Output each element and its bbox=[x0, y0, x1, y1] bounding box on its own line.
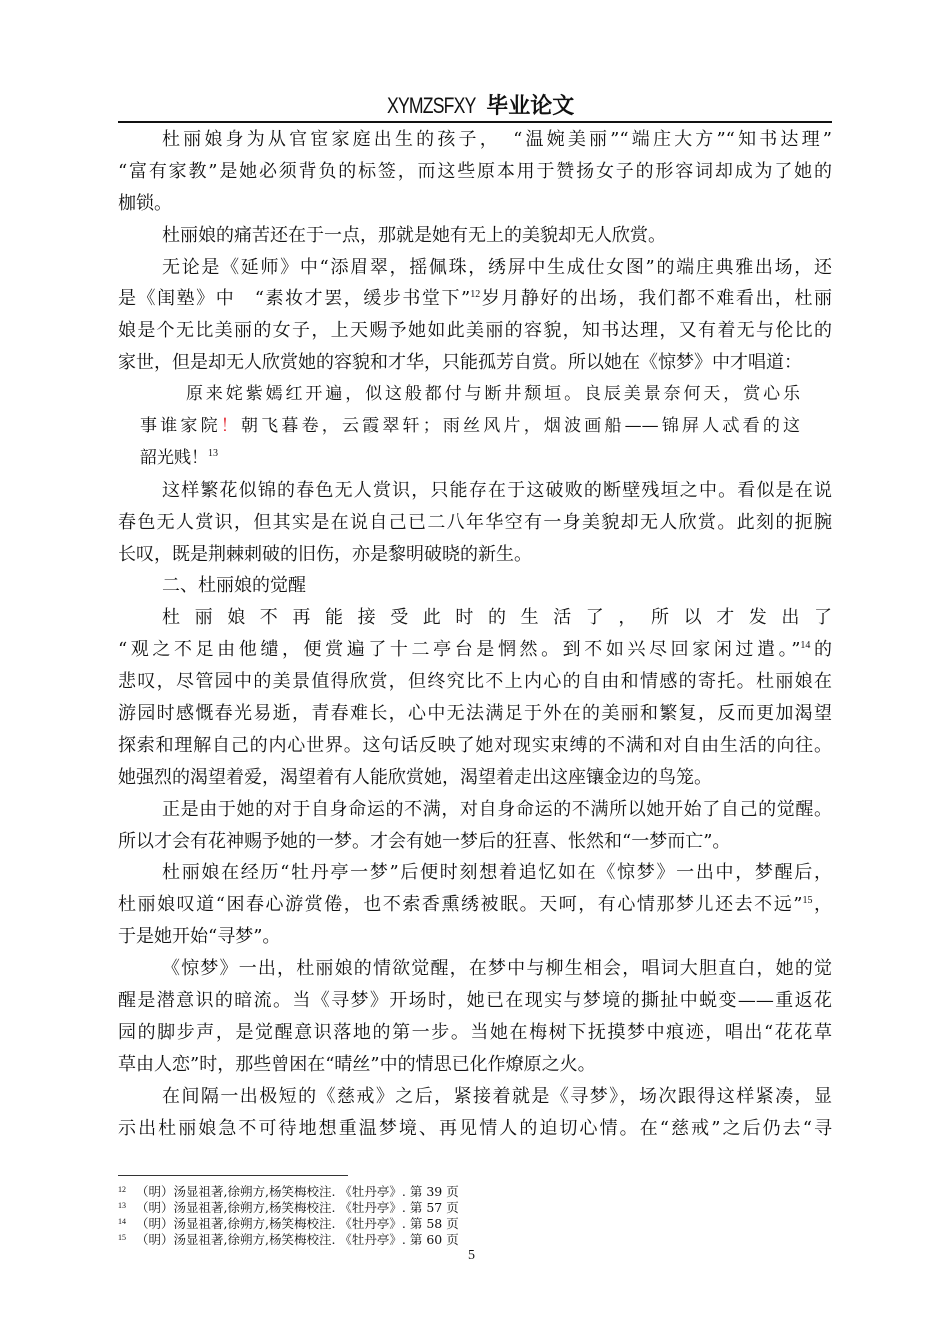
page-number: 5 bbox=[468, 1248, 475, 1263]
text-run: 朝飞暮卷，云霞翠轩；雨丝风片，烟波画船——锦屏人忒看的这 bbox=[240, 416, 801, 437]
text-run: 枷锁。 bbox=[118, 192, 172, 214]
paragraph bbox=[118, 220, 832, 252]
text-run: 事谁家院 bbox=[140, 416, 221, 437]
text-run: “观之不足由他缱，便赏遍了十二亭台是惘然。到不如兴尽回家闲过遣。” bbox=[118, 639, 801, 661]
document-body bbox=[118, 124, 832, 1145]
text-line bbox=[118, 252, 832, 284]
text-line bbox=[118, 347, 832, 379]
text-line bbox=[118, 634, 832, 666]
text-line bbox=[118, 602, 832, 634]
text-line bbox=[118, 539, 832, 571]
header-latin: XYMZSFXY bbox=[386, 93, 476, 118]
text-run: 是《闺塾》中 “素妆才罢，缓步书堂下” bbox=[118, 288, 471, 310]
text-run: 《惊梦》一出，杜丽娘的情欲觉醒，在梦中与柳生相会，唱词大胆直白，她的觉 bbox=[162, 958, 832, 980]
text-line bbox=[118, 794, 832, 826]
text-line bbox=[118, 283, 832, 315]
text-line bbox=[118, 475, 832, 507]
footnote-number: 12 bbox=[118, 1185, 126, 1194]
text-run: 于是她开始“寻梦”。 bbox=[118, 926, 281, 948]
paragraph bbox=[118, 794, 832, 858]
footnote bbox=[118, 1200, 459, 1216]
red-punctuation: ！ bbox=[220, 416, 241, 437]
text-run: 草由人恋”时，那些曾困在“晴丝”中的情思已化作燎原之火。 bbox=[118, 1053, 596, 1075]
text-line bbox=[118, 124, 832, 156]
text-run: 原来姹紫嫣红开遍，似这般都付与断井颓垣。良辰美景奈何天，赏心乐 bbox=[186, 384, 800, 405]
text-run: 杜丽娘的痛苦还在于一点，那就是她有无上的美貌却无人欣赏。 bbox=[162, 224, 666, 246]
footnote-ref: 15 bbox=[802, 895, 813, 907]
text-run: 正是由于她的对于自身命运的不满，对自身命运的不满所以她开始了自己的觉醒。 bbox=[162, 798, 832, 820]
text-run: 她强烈的渴望着爱，渴望着有人能欣赏她，渴望着走出这座镶金边的鸟笼。 bbox=[118, 766, 712, 788]
paragraph bbox=[118, 857, 832, 953]
text-line bbox=[118, 826, 832, 858]
text-run: 无论是《延师》中“添眉翠，摇佩珠，绣屏中生成仕女图”的端庄典雅出场，还 bbox=[162, 256, 832, 278]
text-run: 所以才会有花神赐予她的一梦。才会有她一梦后的狂喜、怅然和“一梦而亡”。 bbox=[118, 830, 731, 852]
header-rule bbox=[118, 121, 832, 123]
text-line bbox=[118, 953, 832, 985]
page-header bbox=[118, 92, 832, 121]
footnote-number: 13 bbox=[118, 1201, 126, 1210]
text-line bbox=[118, 762, 832, 794]
footnote bbox=[118, 1216, 459, 1232]
text-line bbox=[118, 1113, 832, 1145]
text-line bbox=[118, 1081, 832, 1113]
footnote-text: （明）汤显祖著,徐朔方,杨笑梅校注. 《牡丹亭》. 第 39 页 bbox=[136, 1184, 459, 1199]
text-line bbox=[118, 730, 832, 762]
text-line bbox=[118, 1049, 832, 1081]
text-run: 这样繁花似锦的春色无人赏识，只能存在于这破败的断壁残垣之中。看似是在说 bbox=[162, 479, 832, 501]
text-run: 春色无人赏识，但其实是在说自己已二八年华空有一身美貌却无人欣赏。此刻的扼腕 bbox=[118, 511, 832, 533]
text-run: 探索和理解自己的内心世界。这句话反映了她对现实束缚的不满和对自由生活的向往。 bbox=[118, 734, 832, 756]
footnote-text: （明）汤显祖著,徐朔方,杨笑梅校注. 《牡丹亭》. 第 57 页 bbox=[136, 1200, 459, 1215]
footnote-number: 15 bbox=[118, 1233, 126, 1242]
text-line bbox=[118, 857, 832, 889]
text-line bbox=[118, 985, 832, 1017]
text-run: ， bbox=[812, 894, 832, 916]
text-line bbox=[118, 443, 800, 475]
text-line bbox=[118, 379, 800, 411]
text-run: “富有家教”是她必须背负的标签，而这些原本用于赞扬女子的形容词却成为了她的 bbox=[118, 160, 832, 182]
text-line bbox=[118, 411, 800, 443]
text-run: 示出杜丽娘急不可待地想重温梦境、再见情人的迫切心情。在“慈戒”之后仍去“寻 bbox=[118, 1117, 832, 1139]
paragraph bbox=[118, 1081, 832, 1145]
text-line bbox=[118, 698, 832, 730]
paragraph bbox=[118, 570, 832, 602]
text-line bbox=[118, 570, 832, 602]
text-line bbox=[118, 156, 832, 188]
text-run: 杜丽娘身为从官宦家庭出生的孩子， “温婉美丽”“端庄大方”“知书达理” bbox=[162, 129, 832, 150]
footnote-ref: 14 bbox=[800, 640, 811, 652]
text-line bbox=[118, 315, 832, 347]
text-run: 杜丽娘不再能接受此时的生活了，所以才发出了 bbox=[162, 607, 832, 629]
text-run: 二、杜丽娘的觉醒 bbox=[162, 575, 306, 597]
text-run: 娘是个无比美丽的女子，上天赐予她如此美丽的容貌，知书达理，又有着无与伦比的 bbox=[118, 320, 832, 342]
text-run: 长叹，既是荆棘刺破的旧伤，亦是黎明破晓的新生。 bbox=[118, 543, 532, 565]
text-run: 岁月静好的出场，我们都不难看出，杜丽 bbox=[480, 288, 832, 310]
paragraph bbox=[118, 124, 832, 220]
text-line bbox=[118, 507, 832, 539]
paragraph bbox=[118, 602, 832, 793]
footnote bbox=[118, 1184, 459, 1200]
text-run: 游园时感慨春光易逝，青春难长，心中无法满足于外在的美丽和繁复，反而更加渴望 bbox=[118, 703, 832, 725]
paragraph bbox=[118, 252, 832, 380]
text-run: 杜丽娘叹道“困春心游赏倦，也不索香熏绣被眠。天呵，有心情那梦儿还去不远” bbox=[118, 894, 803, 916]
text-run: 悲叹，尽管园中的美景值得欣赏，但终究比不上内心的自由和情感的寄托。杜丽娘在 bbox=[118, 671, 832, 693]
text-line bbox=[118, 666, 832, 698]
text-line bbox=[118, 889, 832, 921]
footnote-ref: 12 bbox=[470, 289, 481, 301]
text-run: 韶光贱！ bbox=[140, 447, 208, 468]
header-title: 毕业论文 bbox=[486, 94, 575, 119]
text-run: 醒是潜意识的暗流。当《寻梦》开场时，她已在现实与梦境的撕扯中蜕变——重返花 bbox=[118, 990, 832, 1012]
footnote-number: 14 bbox=[118, 1217, 126, 1226]
text-line bbox=[118, 220, 832, 252]
text-run: 的 bbox=[810, 639, 832, 661]
footnote-separator bbox=[118, 1175, 348, 1176]
text-line bbox=[118, 188, 832, 220]
block-quote bbox=[118, 379, 832, 475]
text-run: 家世，但是却无人欣赏她的容貌和才华，只能孤芳自赏。所以她在《惊梦》中才唱道： bbox=[118, 352, 802, 374]
paragraph bbox=[118, 953, 832, 1081]
paragraph bbox=[118, 475, 832, 571]
text-run: 园的脚步声，是觉醒意识落地的第一步。当她在梅树下抚摸梦中痕迹，唱出“花花草 bbox=[118, 1021, 832, 1043]
text-run: 杜丽娘在经历“牡丹亭一梦”后便时刻想着追忆如在《惊梦》一出中，梦醒后， bbox=[162, 862, 832, 884]
text-line bbox=[118, 921, 832, 953]
text-line bbox=[118, 1017, 832, 1049]
footnote-text: （明）汤显祖著,徐朔方,杨笑梅校注. 《牡丹亭》. 第 58 页 bbox=[136, 1216, 459, 1231]
text-run: 在间隔一出极短的《慈戒》之后，紧接着就是《寻梦》，场次跟得这样紧凑，显 bbox=[162, 1085, 832, 1107]
footnote-ref: 13 bbox=[208, 447, 218, 459]
footnote bbox=[118, 1232, 459, 1248]
footnote-text: （明）汤显祖著,徐朔方,杨笑梅校注. 《牡丹亭》. 第 60 页 bbox=[136, 1232, 459, 1247]
footnotes bbox=[118, 1184, 459, 1248]
